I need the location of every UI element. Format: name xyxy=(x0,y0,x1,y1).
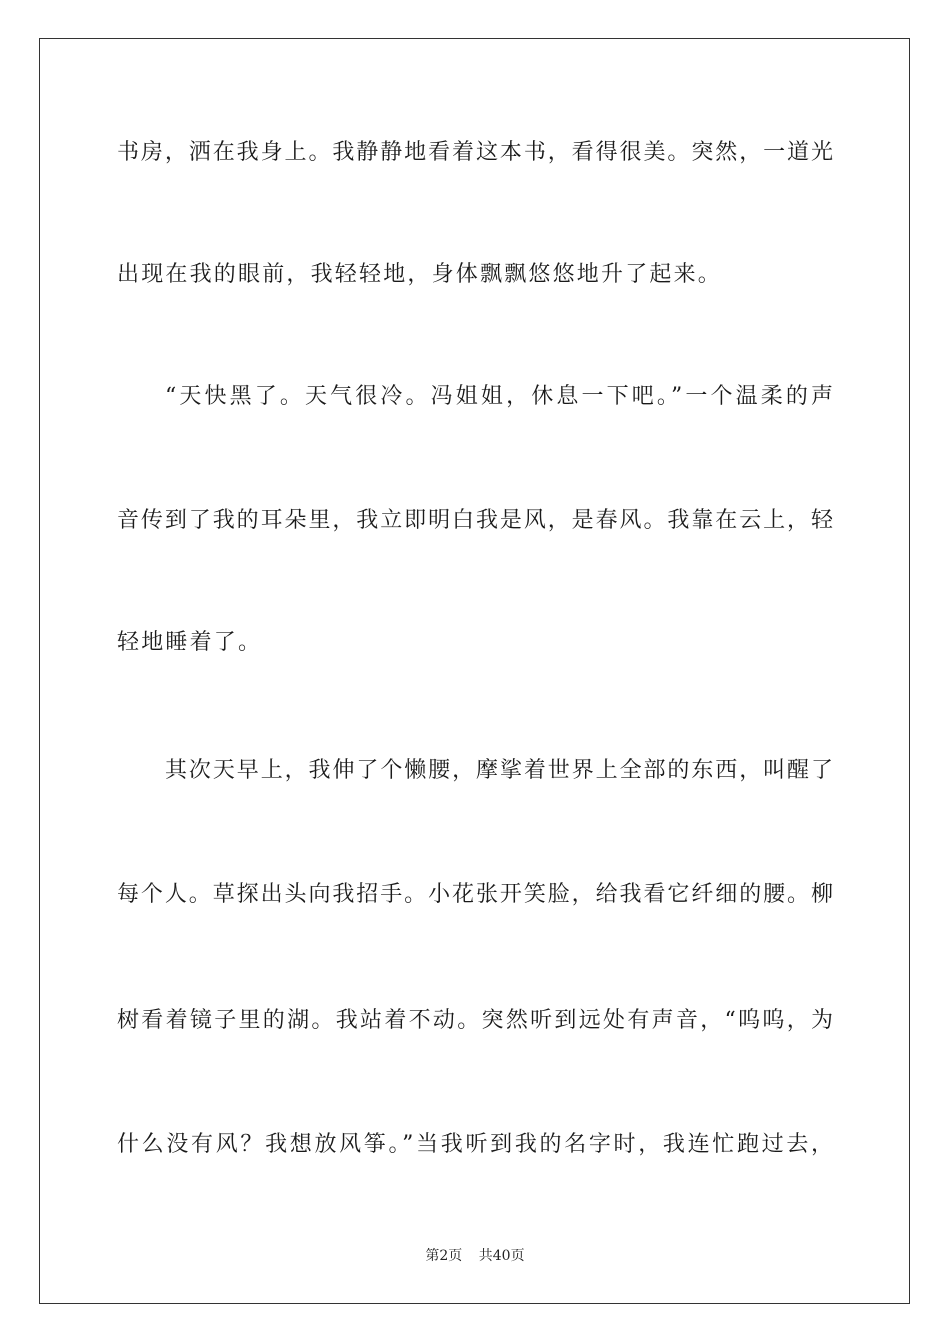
paragraph-line-7: 每个人。草探出头向我招手。小花张开笑脸，给我看它纤细的腰。柳 xyxy=(117,882,833,907)
page-footer xyxy=(0,1247,950,1265)
page-border xyxy=(39,38,910,1304)
paragraph-line-9: 什么没有风？我想放风筝。”当我听到我的名字时，我连忙跑过去， xyxy=(117,1132,833,1157)
page-total: 共40页 xyxy=(478,1248,525,1264)
paragraph-line-8: 树看着镜子里的湖。我站着不动。突然听到远处有声音，“呜呜，为 xyxy=(117,1008,833,1033)
paragraph-line-4: 音传到了我的耳朵里，我立即明白我是风，是春风。我靠在云上，轻 xyxy=(117,508,833,533)
paragraph-line-2: 出现在我的眼前，我轻轻地，身体飘飘悠悠地升了起来。 xyxy=(117,262,723,287)
paragraph-line-1: 书房，洒在我身上。我静静地看着这本书，看得很美。突然，一道光 xyxy=(117,140,833,165)
page-number: 第2页 xyxy=(425,1248,463,1264)
paragraph-line-6: 其次天早上，我伸了个懒腰，摩挲着世界上全部的东西，叫醒了 xyxy=(165,758,833,783)
paragraph-line-3: “天快黑了。天气很冷。冯姐姐，休息一下吧。”一个温柔的声 xyxy=(165,384,833,409)
paragraph-line-5: 轻地睡着了。 xyxy=(117,630,263,655)
